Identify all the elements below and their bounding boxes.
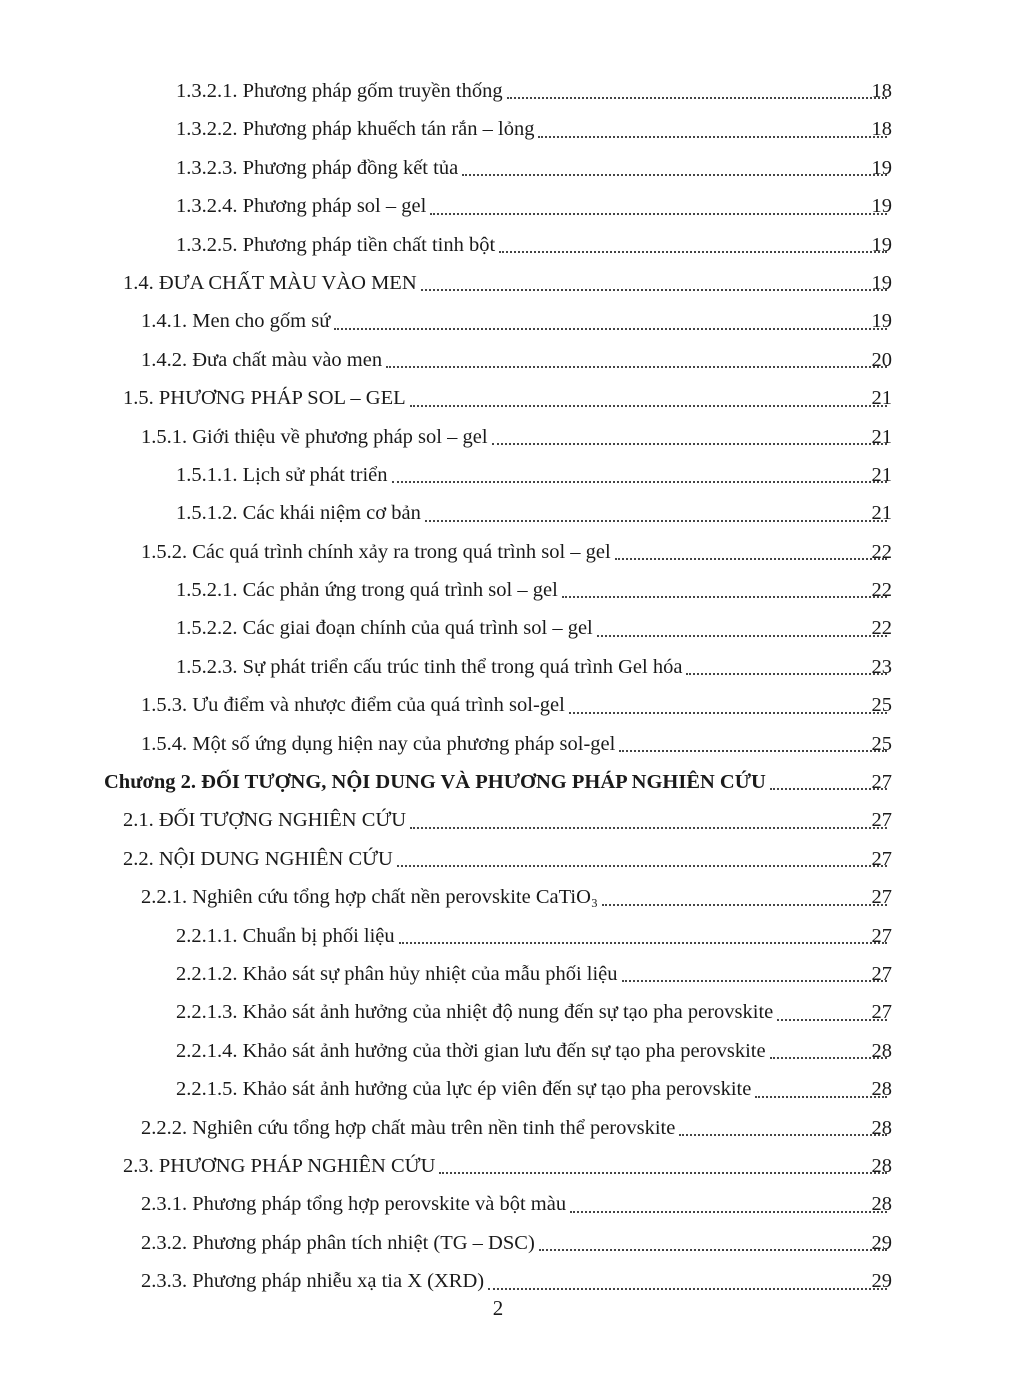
- toc-entry: [0, 801, 1018, 839]
- toc-entry-title: 2.2.2. Nghiên cứu tổng hợp chất màu trên nền tinh thể perovskite: [141, 1116, 676, 1139]
- toc-entry-page: 21: [871, 425, 892, 448]
- toc-entry-title: 1.5.1. Giới thiệu về phương pháp sol – gel: [141, 425, 488, 448]
- toc-entry-page: 21: [871, 502, 892, 525]
- toc-entry-title: 1.5.1.2. Các khái niệm cơ bản: [176, 502, 421, 525]
- toc-entry-title: 1.5.4. Một số ứng dụng hiện nay của phương pháp sol-gel: [141, 732, 616, 755]
- toc-entry-title: 1.4.1. Men cho gốm sứ: [141, 310, 331, 333]
- toc-entry-title: 2.2.1.3. Khảo sát ảnh hưởng của nhiệt độ nung đến sự tạo pha perovskite: [176, 1001, 774, 1024]
- toc-dot-leader: [600, 878, 890, 916]
- toc-dot-leader: [620, 955, 890, 993]
- toc-entry-title: 1.3.2.2. Phương pháp khuếch tán rắn – lỏng: [176, 118, 535, 141]
- toc-entry-title: 1.5. PHƯƠNG PHÁP SOL – GEL: [123, 387, 406, 410]
- toc-entry: [0, 955, 1018, 993]
- toc-entry-page: 19: [871, 271, 892, 294]
- toc-entry: [0, 686, 1018, 724]
- toc-entry-title: 2.1. ĐỐI TƯỢNG NGHIÊN CỨU: [123, 809, 407, 832]
- toc-entry-title: 2.2.1.1. Chuẩn bị phối liệu: [176, 924, 395, 947]
- toc-entry-page: 19: [871, 195, 892, 218]
- toc-entry: [0, 1185, 1018, 1223]
- toc-entry-title: 2.2.1.4. Khảo sát ảnh hưởng của thời gian lưu đến sự tạo pha perovskite: [176, 1039, 766, 1062]
- toc-entry-page: 27: [871, 1001, 892, 1024]
- toc-entry-title: 1.5.2. Các quá trình chính xảy ra trong quá trình sol – gel: [141, 540, 611, 563]
- toc-entry: [0, 341, 1018, 379]
- toc-entry: [0, 1032, 1018, 1070]
- toc-entry-page: 28: [871, 1154, 892, 1177]
- toc-entry: [0, 648, 1018, 686]
- toc-dot-leader: [613, 533, 890, 571]
- toc-entry: [0, 533, 1018, 571]
- toc-entry: [0, 878, 1018, 916]
- toc-entry-page: 19: [871, 233, 892, 256]
- toc-entry-title: 2.3.1. Phương pháp tổng hợp perovskite và bột màu: [141, 1193, 567, 1216]
- toc-entry: [0, 1262, 1018, 1300]
- toc-dot-leader: [408, 379, 890, 417]
- toc-entry-page: 27: [871, 962, 892, 985]
- toc-entry: [0, 1070, 1018, 1108]
- toc-entry-title: 1.5.2.3. Sự phát triển cấu trúc tinh thể trong quá trình Gel hóa: [176, 655, 683, 678]
- toc-dot-leader: [428, 187, 890, 225]
- toc-entry-page: 28: [871, 1116, 892, 1139]
- toc-entry-title: 1.5.3. Ưu điểm và nhược điểm của quá trình sol-gel: [141, 694, 565, 717]
- toc-entry-title: 1.5.2.1. Các phản ứng trong quá trình sol – gel: [176, 579, 558, 602]
- toc-entry: [0, 302, 1018, 340]
- toc-entry: [0, 226, 1018, 264]
- toc-entry-page: 27: [871, 924, 892, 947]
- toc-entry-page: 22: [871, 540, 892, 563]
- toc-entry-page: 19: [871, 156, 892, 179]
- toc-entry-page: 22: [871, 617, 892, 640]
- toc-dot-leader: [560, 571, 890, 609]
- toc-entry-title: 2.3.3. Phương pháp nhiễu xạ tia X (XRD): [141, 1270, 485, 1293]
- toc-entry: [0, 456, 1018, 494]
- toc-entry-page: 29: [871, 1231, 892, 1254]
- toc-entry-page: 22: [871, 579, 892, 602]
- toc-entry-title: 2.2.1.5. Khảo sát ảnh hưởng của lực ép viên đến sự tạo pha perovskite: [176, 1078, 752, 1101]
- toc-dot-leader: [437, 1147, 890, 1185]
- toc-entry: [0, 1147, 1018, 1185]
- toc-dot-leader: [460, 149, 890, 187]
- toc-entry: [0, 993, 1018, 1031]
- toc-entry: [0, 110, 1018, 148]
- toc-entry-title: 1.3.2.1. Phương pháp gốm truyền thống: [176, 80, 503, 102]
- toc-entry-title: 1.4. ĐƯA CHẤT MÀU VÀO MEN: [123, 271, 417, 294]
- toc-entry: [0, 72, 1018, 110]
- toc-dot-leader: [617, 725, 890, 763]
- toc-entry-title: 1.5.2.2. Các giai đoạn chính của quá trình sol – gel: [176, 617, 593, 640]
- toc-dot-leader: [567, 686, 890, 724]
- toc-entry-page: 27: [871, 809, 892, 832]
- toc-dot-leader: [408, 801, 890, 839]
- toc-dot-leader: [497, 226, 890, 264]
- toc-entry: [0, 609, 1018, 647]
- toc-dot-leader: [595, 609, 890, 647]
- toc-entry: [0, 571, 1018, 609]
- toc-entry-page: 19: [871, 310, 892, 333]
- toc-entry: [0, 1109, 1018, 1147]
- toc-dot-leader: [677, 1109, 890, 1147]
- toc-dot-leader: [397, 917, 890, 955]
- toc-entry: [0, 187, 1018, 225]
- toc-entry-page: 25: [871, 732, 892, 755]
- toc-entry-title: 2.3. PHƯƠNG PHÁP NGHIÊN CỨU: [123, 1154, 436, 1177]
- toc-entry: [0, 494, 1018, 532]
- toc-dot-leader: [384, 341, 890, 379]
- toc-dot-leader: [536, 110, 890, 148]
- toc-entry-page: 27: [871, 847, 892, 870]
- toc-entry-page: 18: [871, 118, 892, 141]
- toc-entry-title: 1.3.2.3. Phương pháp đồng kết tủa: [176, 156, 459, 179]
- toc-entry-page: 28: [871, 1078, 892, 1101]
- toc-entry: [0, 149, 1018, 187]
- toc-entry-page: 27: [871, 886, 892, 909]
- toc-entry: [0, 418, 1018, 456]
- toc-dot-leader: [684, 648, 890, 686]
- toc-entry-page: 21: [871, 463, 892, 486]
- toc-entry-page: 27: [871, 771, 892, 794]
- toc-entry-page: 29: [871, 1270, 892, 1293]
- toc-entry-title: 1.3.2.5. Phương pháp tiền chất tinh bột: [176, 233, 496, 256]
- toc-dot-leader: [568, 1185, 890, 1223]
- toc-entry: [0, 917, 1018, 955]
- toc-entry-page: 20: [871, 348, 892, 371]
- toc-entry-page: 28: [871, 1039, 892, 1062]
- toc-entry-title: 2.3.2. Phương pháp phân tích nhiệt (TG – DSC): [141, 1231, 535, 1254]
- toc-entry-title: 1.5.1.1. Lịch sử phát triển: [176, 463, 388, 486]
- toc-entry-title: 2.2. NỘI DUNG NGHIÊN CỨU: [123, 847, 393, 870]
- toc-entry-title: Chương 2. ĐỐI TƯỢNG, NỘI DUNG VÀ PHƯƠNG PHÁP NGHIÊN CỨU: [104, 771, 766, 794]
- toc-dot-leader: [505, 72, 890, 110]
- toc-entry-page: 21: [871, 387, 892, 410]
- toc-dot-leader: [423, 494, 890, 532]
- toc-entry-title: 2.2.1.2. Khảo sát sự phân hủy nhiệt của mẫu phối liệu: [176, 962, 618, 985]
- toc-dot-leader: [490, 418, 890, 456]
- toc-entry: [0, 1224, 1018, 1262]
- toc-dot-leader: [419, 264, 890, 302]
- toc-dot-leader: [390, 456, 890, 494]
- toc-entry-title: 2.2.1. Nghiên cứu tổng hợp chất nền perovskite CaTiO₃: [141, 886, 599, 909]
- page-number: 2: [492, 1296, 504, 1320]
- toc-entry-page: 28: [871, 1193, 892, 1216]
- toc-entry-page: 18: [871, 80, 892, 102]
- toc-entry: [0, 840, 1018, 878]
- toc-entry-title: 1.4.2. Đưa chất màu vào men: [141, 348, 383, 371]
- toc-entry-page: 25: [871, 694, 892, 717]
- toc-dot-leader: [332, 302, 890, 340]
- toc-entry: [0, 379, 1018, 417]
- table-of-contents: [0, 72, 1018, 1301]
- toc-chapter-entry: [0, 763, 1018, 801]
- toc-entry: [0, 264, 1018, 302]
- toc-dot-leader: [537, 1224, 890, 1262]
- toc-entry: [0, 725, 1018, 763]
- toc-entry-title: 1.3.2.4. Phương pháp sol – gel: [176, 195, 427, 218]
- toc-dot-leader: [395, 840, 890, 878]
- toc-dot-leader: [486, 1262, 890, 1300]
- toc-entry-page: 23: [871, 655, 892, 678]
